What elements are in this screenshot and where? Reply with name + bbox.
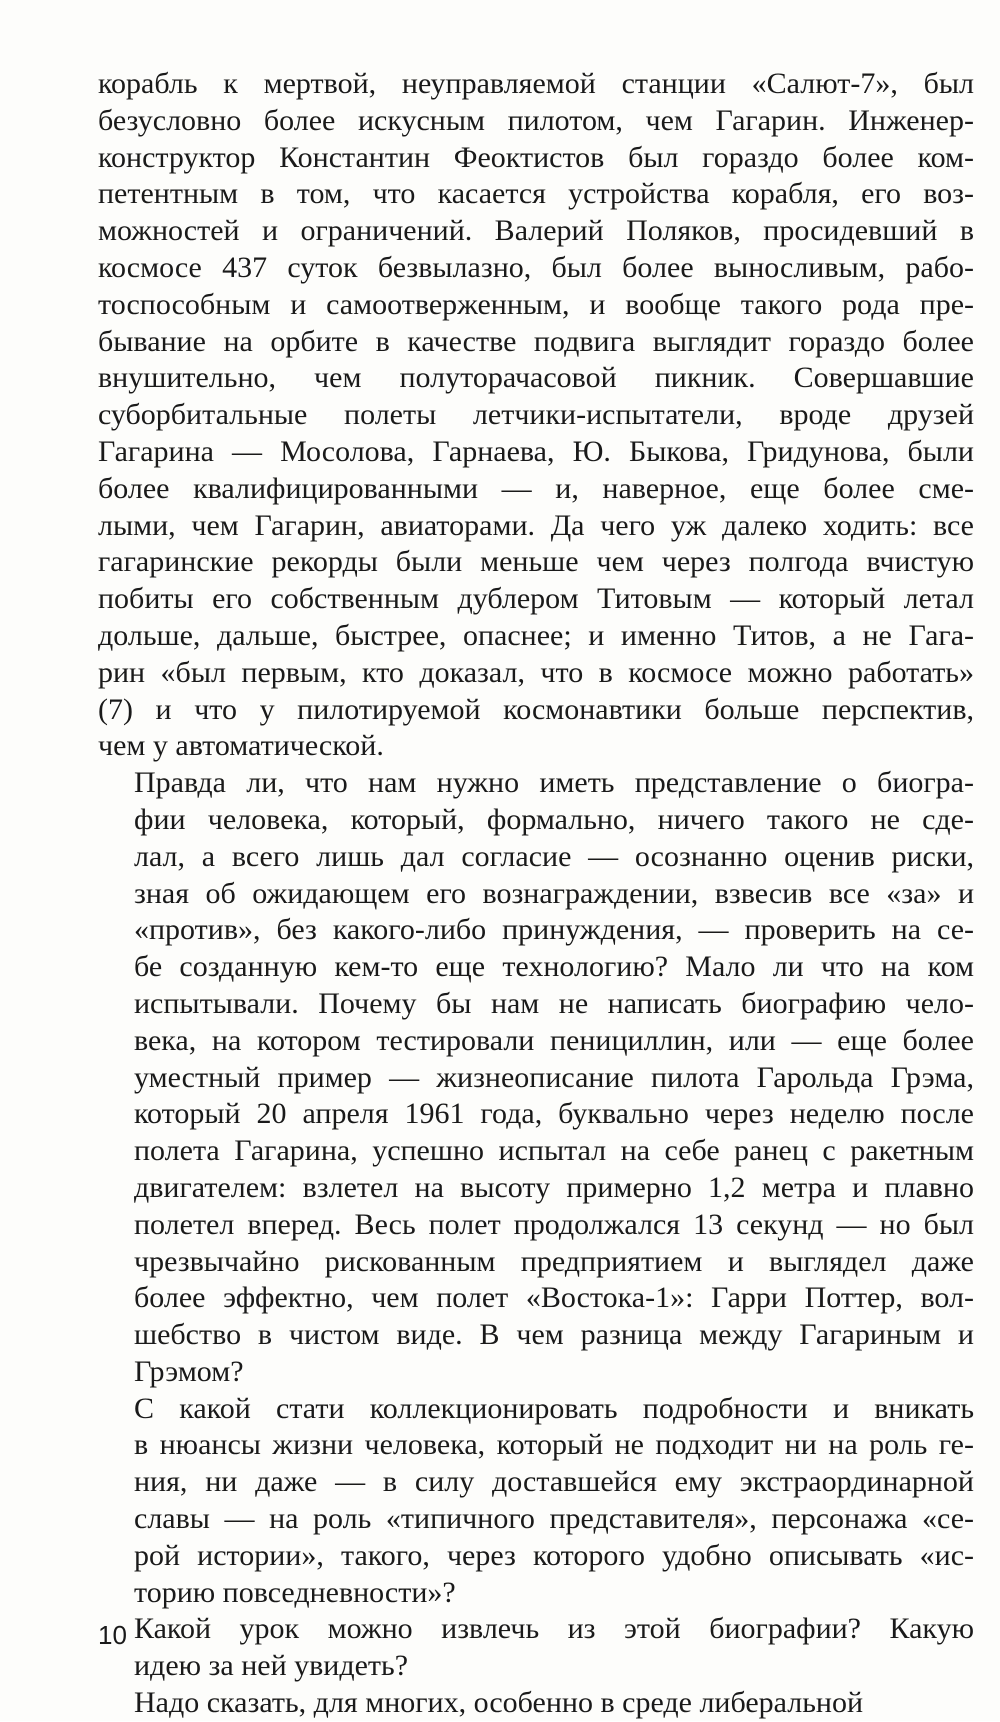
- paragraph: [98, 66, 974, 765]
- text-line: двигателем: взлетел на высоту примерно 1,2 метра и плавно: [134, 1170, 974, 1204]
- text-line: зная об ожидающем его вознаграждении, взвесив все «за» и: [134, 876, 974, 910]
- text-line: бе созданную кем-то еще технологию? Мало ли что на ком: [134, 950, 974, 984]
- body-text: [98, 66, 974, 1722]
- text-line: корабль к мертвой, неуправляемой станции «Салют-7», был: [98, 67, 974, 100]
- text-line: тоспособным и самоотверженным, и вообще такого рода пре-: [98, 287, 974, 321]
- text-line: конструктор Константин Феоктистов был гораздо более ком-: [98, 140, 974, 174]
- text-line: чрезвычайно рискованным предприятием и выглядел даже: [134, 1244, 974, 1278]
- text-line: Правда ли, что нам нужно иметь представление о биогра-: [134, 766, 974, 800]
- text-line: безусловно более искусным пилотом, чем Гагарин. Инженер-: [98, 103, 974, 137]
- text-line: рой истории», такого, через которого удобно описывать «ис-: [134, 1538, 974, 1572]
- text-line: побиты его собственным дублером Титовым — который летал: [98, 582, 974, 616]
- text-line: лыми, чем Гагарин, авиаторами. Да чего уж далеко ходить: все: [98, 508, 974, 542]
- text-line: фии человека, который, формально, ничего такого не сде-: [134, 802, 974, 836]
- text-line: лал, а всего лишь дал согласие — осознанно оценив риски,: [134, 839, 974, 873]
- text-line: бывание на орбите в качестве подвига выглядит гораздо более: [98, 324, 974, 358]
- text-line: который 20 апреля 1961 года, буквально через неделю после: [134, 1097, 974, 1131]
- text-line: Какой урок можно извлечь из этой биографии? Какую: [134, 1612, 974, 1646]
- paragraph: [98, 1391, 974, 1612]
- text-line: рин «был первым, кто доказал, что в космосе можно работать»: [98, 655, 974, 689]
- text-line: идею за ней увидеть?: [134, 1649, 409, 1683]
- text-line: «против», без какого-либо принуждения, — проверить на се-: [134, 913, 974, 947]
- text-line: ния, ни даже — в силу доставшейся ему экстраординарной: [134, 1465, 974, 1499]
- text-line: торию повседневности»?: [134, 1575, 456, 1609]
- text-line: дольше, дальше, быстрее, опаснее; и именно Титов, а не Гага-: [98, 618, 974, 652]
- text-line: полетел вперед. Весь полет продолжался 13 секунд — но был: [134, 1207, 974, 1241]
- paragraph: [98, 1611, 974, 1685]
- text-line: более квалифицированными — и, наверное, еще более сме-: [98, 471, 974, 505]
- text-line: века, на котором тестировали пенициллин, или — еще более: [134, 1023, 974, 1057]
- text-line: испытывали. Почему бы нам не написать биографию чело-: [134, 986, 974, 1020]
- paragraph: [98, 1685, 974, 1722]
- text-line: славы — на роль «типичного представителя», персонажа «се-: [134, 1502, 974, 1536]
- text-line: петентным в том, что касается устройства корабля, его воз-: [98, 177, 974, 211]
- text-line: гагаринские рекорды были меньше чем через полгода вчистую: [98, 545, 974, 579]
- text-line: суборбитальные полеты летчики-испытатели, вроде друзей: [98, 398, 974, 432]
- text-line: шебство в чистом виде. В чем разница между Гагариным и: [134, 1318, 974, 1352]
- text-line: (7) и что у пилотируемой космонавтики больше перспектив,: [98, 692, 974, 726]
- text-line: более эффектно, чем полет «Востока-1»: Гарри Поттер, вол-: [134, 1281, 974, 1315]
- text-line: Гагарина — Мосолова, Гарнаева, Ю. Быкова, Гридунова, были: [98, 434, 974, 468]
- text-line: Надо сказать, для многих, особенно в среде либеральной: [134, 1686, 863, 1720]
- text-line: внушительно, чем полуторачасовой пикник. Совершавшие: [98, 361, 974, 395]
- page-number: 10: [98, 1620, 127, 1650]
- text-line: космосе 437 суток безвылазно, был более выносливым, рабо-: [98, 250, 974, 284]
- text-line: можностей и ограничений. Валерий Поляков, просидевший в: [98, 214, 974, 248]
- text-line: уместный пример — жизнеописание пилота Гарольда Грэма,: [134, 1060, 974, 1094]
- text-line: полета Гагарина, успешно испытал на себе ранец с ракетным: [134, 1134, 974, 1168]
- text-line: в нюансы жизни человека, который не подходит ни на роль ге-: [134, 1428, 974, 1462]
- paragraph: [98, 765, 974, 1391]
- text-line: чем у автоматической.: [98, 729, 384, 763]
- text-line: С какой стати коллекционировать подробности и вникать: [134, 1391, 974, 1425]
- text-line: Грэмом?: [134, 1354, 244, 1388]
